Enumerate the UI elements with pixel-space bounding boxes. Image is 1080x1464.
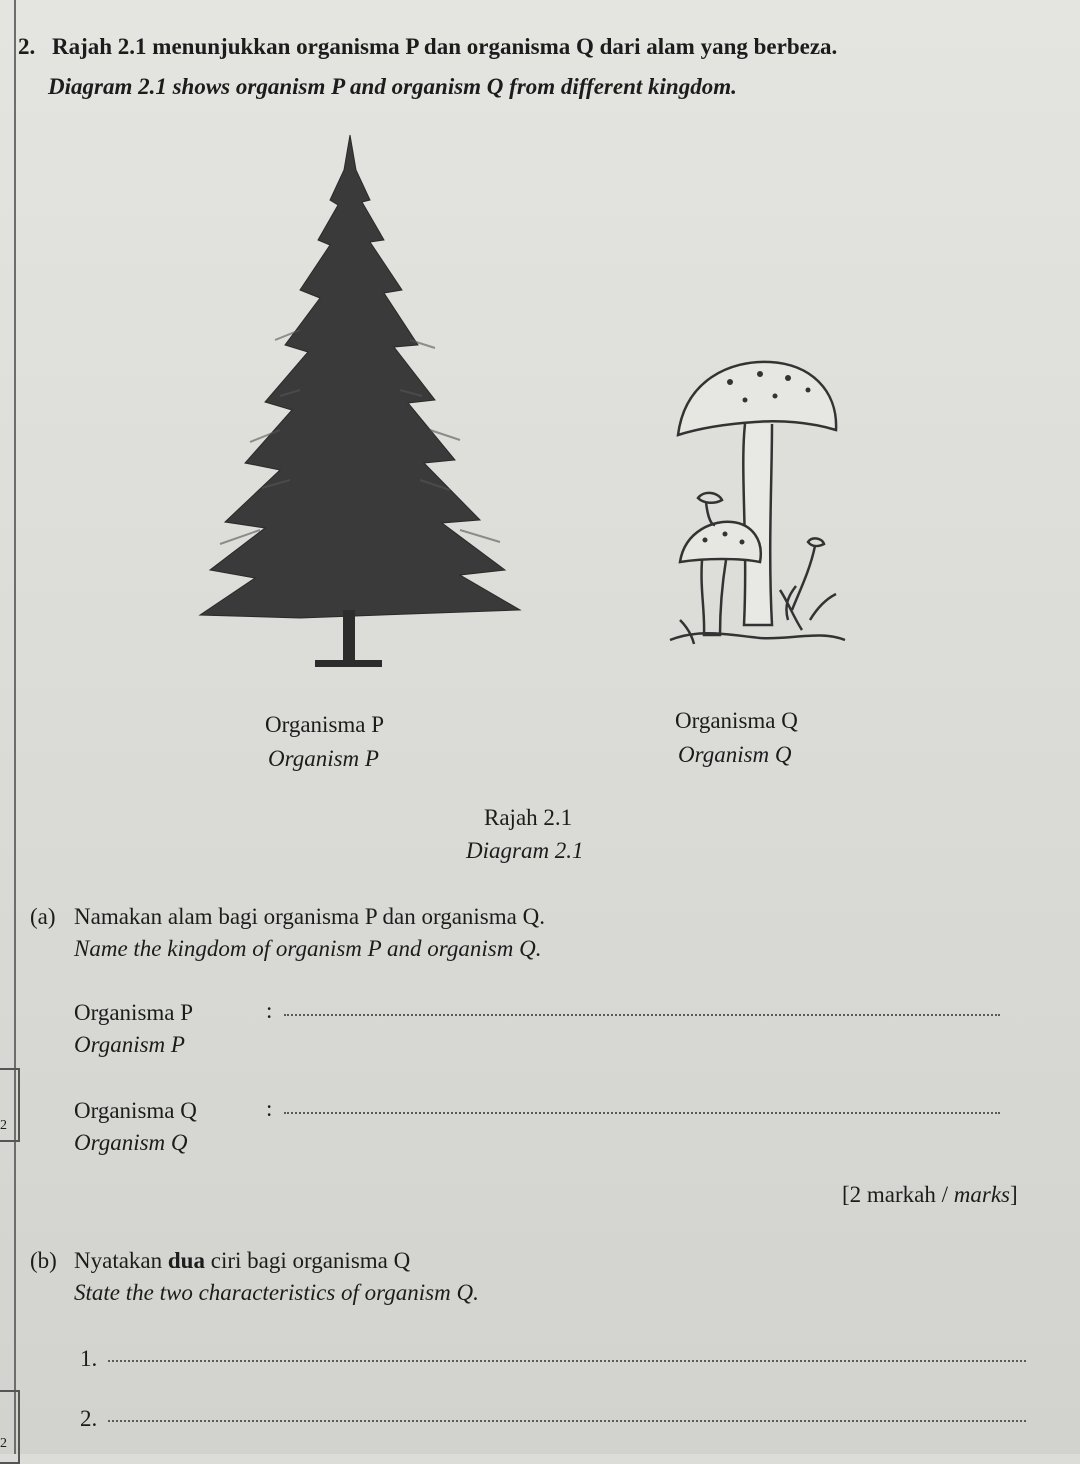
- answer-line-characteristic-1[interactable]: [108, 1360, 1026, 1362]
- pine-tree-illustration: [180, 130, 530, 680]
- part-b-question-malay: [74, 1248, 410, 1274]
- side-mark-box-b: [0, 1390, 20, 1464]
- question-intro-malay: Rajah 2.1 menunjukkan organisma P dan organisma Q dari alam yang berbeza.: [52, 34, 838, 59]
- organism-q-label-malay: Organisma Q: [675, 708, 798, 733]
- part-b-letter: (b): [30, 1248, 57, 1273]
- mushroom-illustration: [660, 350, 850, 660]
- part-b-question-english: State the two characteristics of organism Q.: [74, 1280, 479, 1305]
- answer-line-characteristic-2[interactable]: [108, 1420, 1026, 1422]
- answer-label-p-english: Organism P: [74, 1032, 185, 1057]
- answer-line-organism-p[interactable]: [284, 1014, 1000, 1016]
- part-b-question-post: ciri bagi organisma Q: [204, 1248, 411, 1273]
- answer-label-p-malay: Organisma P: [74, 1000, 194, 1025]
- answer-line-organism-q[interactable]: [284, 1112, 1000, 1114]
- question-number: 2.: [18, 34, 36, 59]
- answer-item-2-number: 2.: [80, 1406, 98, 1431]
- organism-p-label-malay: Organisma P: [265, 712, 385, 737]
- answer-label-q-english: Organism Q: [74, 1130, 188, 1155]
- part-a-letter: (a): [30, 904, 56, 929]
- figure-caption-malay: Rajah 2.1: [484, 805, 573, 830]
- answer-label-q-malay: Organisma Q: [74, 1098, 197, 1123]
- part-b-question-pre: Nyatakan: [74, 1248, 168, 1273]
- question-intro-english: Diagram 2.1 shows organism P and organism Q from different kingdom.: [48, 74, 737, 99]
- side-mark-number-a: 2: [0, 1118, 7, 1133]
- side-mark-number-b: 2: [0, 1436, 7, 1451]
- part-a-question-english: Name the kingdom of organism P and organism Q.: [74, 936, 542, 961]
- marks-suffix: ]: [1010, 1182, 1018, 1207]
- figure-caption-english: Diagram 2.1: [466, 838, 584, 863]
- part-b-question-bold: dua: [167, 1248, 205, 1273]
- organism-p-label-english: Organism P: [268, 746, 379, 771]
- organism-q-label-english: Organism Q: [678, 742, 792, 767]
- answer-colon-p: :: [266, 998, 273, 1023]
- part-a-marks: [842, 1182, 1018, 1208]
- margin-line: [14, 0, 16, 1454]
- answer-item-1-number: 1.: [80, 1346, 98, 1371]
- part-a-question-malay: Namakan alam bagi organisma P dan organisma Q.: [74, 904, 545, 929]
- marks-prefix: [2 markah /: [842, 1182, 954, 1207]
- marks-english: marks: [953, 1182, 1010, 1207]
- answer-colon-q: :: [266, 1096, 273, 1121]
